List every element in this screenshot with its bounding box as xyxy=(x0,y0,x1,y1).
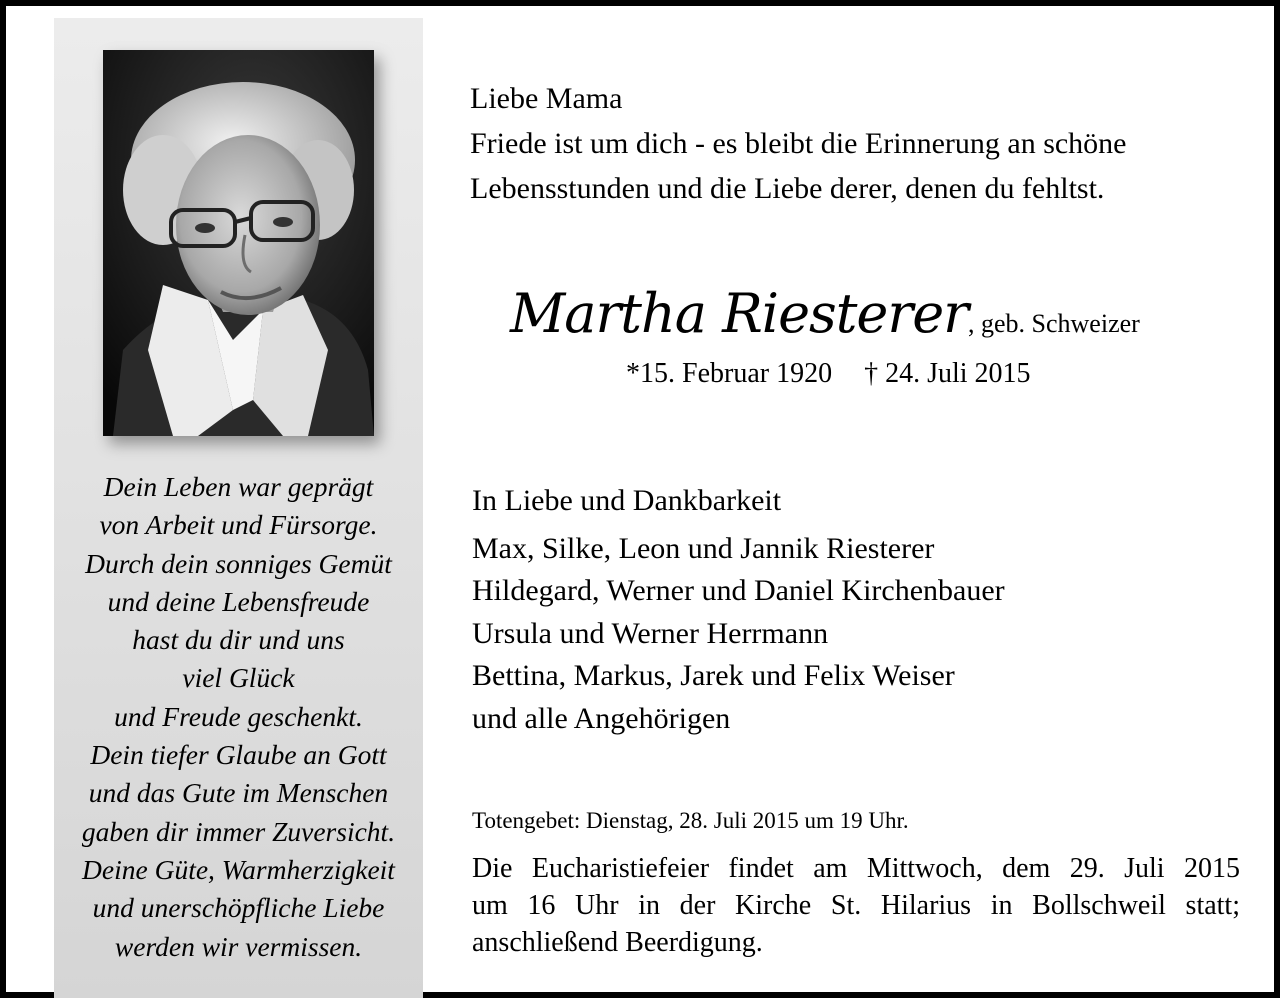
mass-line: um 16 Uhr in der Kirche St. Hilarius in Bollschweil statt; xyxy=(472,890,1240,921)
portrait-photo xyxy=(103,50,374,436)
greeting-line: Friede ist um dich - es bleibt die Erinnerung an schöne xyxy=(470,127,1127,160)
birth-date: *15. Februar 1920 xyxy=(626,358,833,389)
verse-line: gaben dir immer Zuversicht. xyxy=(81,815,396,847)
greeting xyxy=(470,76,1127,211)
verse-line: Durch dein sonniges Gemüt xyxy=(85,547,392,579)
verse-line: hast du dir und uns xyxy=(132,624,345,656)
mourners-section xyxy=(472,480,1005,740)
rosary-notice: Totengebet: Dienstag, 28. Juli 2015 um 19 Uhr. xyxy=(472,808,909,833)
verse-line: Dein tiefer Glaube an Gott xyxy=(90,739,387,771)
maiden-name: , geb. Schweizer xyxy=(967,309,1140,338)
mourner-entry: Bettina, Markus, Jarek und Felix Weiser xyxy=(472,659,955,692)
life-dates xyxy=(626,358,1031,390)
greeting-line: Lebensstunden und die Liebe derer, denen du fehltst. xyxy=(470,172,1105,205)
mourner-entry: und alle Angehörigen xyxy=(472,701,731,735)
mourners-list xyxy=(472,528,1005,741)
verse-line: Deine Güte, Warmherzigkeit xyxy=(82,853,395,885)
death-date: † 24. Juli 2015 xyxy=(864,358,1031,389)
mass-line: Die Eucharistiefeier findet am Mittwoch, dem 29. Juli 2015 xyxy=(472,853,1240,884)
verse-line: viel Glück xyxy=(182,662,295,694)
verse-line: werden wir vermissen. xyxy=(114,930,363,962)
verse-line: und unerschöpfliche Liebe xyxy=(92,892,385,924)
memorial-verse xyxy=(54,468,423,966)
salutation: Liebe Mama xyxy=(470,82,623,115)
mourners-heading: In Liebe und Dankbarkeit xyxy=(472,484,782,517)
mourner-entry: Hildegard, Werner und Daniel Kirchenbauer xyxy=(472,574,1005,607)
mourner-entry: Max, Silke, Leon und Jannik Riesterer xyxy=(472,531,935,565)
verse-line: von Arbeit und Fürsorge. xyxy=(99,509,378,541)
verse-line: und das Gute im Menschen xyxy=(88,777,389,809)
deceased-name: Martha Riesterer xyxy=(510,282,968,345)
verse-line: und deine Lebensfreude xyxy=(107,585,370,617)
verse-line: Dein Leben war geprägt xyxy=(103,471,374,502)
deceased-name-line xyxy=(510,282,1140,345)
mass-notice xyxy=(472,850,1240,961)
verse-line: und Freude geschenkt. xyxy=(114,700,363,732)
portrait-image xyxy=(103,50,374,436)
mass-line: anschließend Beerdigung. xyxy=(472,927,763,958)
mourner-entry: Ursula und Werner Herrmann xyxy=(472,616,829,650)
